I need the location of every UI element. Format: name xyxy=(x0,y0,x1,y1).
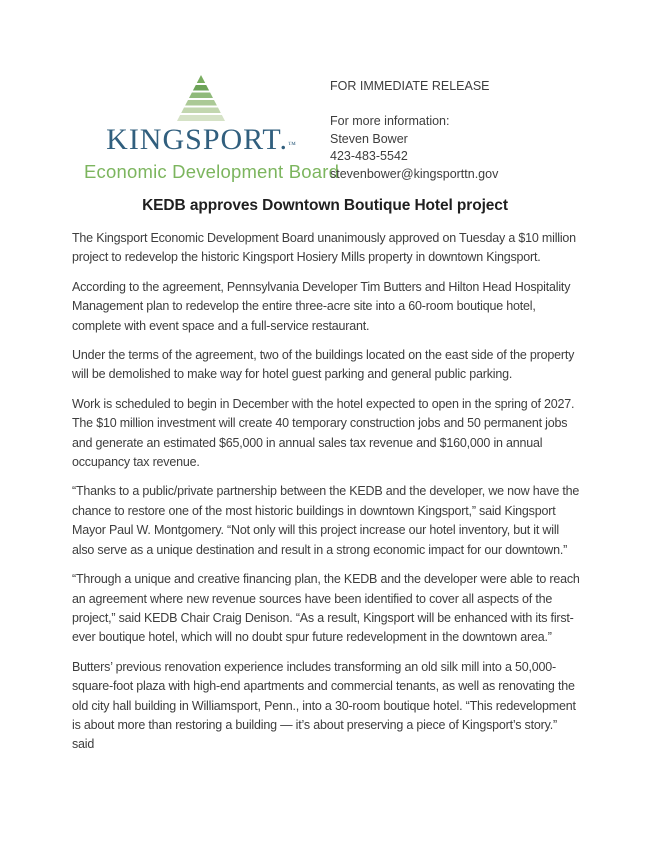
paragraph-6: “Through a unique and creative financing plan, the KEDB and the developer were able to reach an agreement where new revenue sources have been identified to cover all aspects of the project,” said KEDB Chair Craig Denison. “As a result, Kingsport will be enhanced with its first-ever boutique hotel, which will no doubt spur future redevelopment in the downtown area.” xyxy=(72,572,580,645)
paragraph-5: “Thanks to a public/private partnership between the KEDB and the developer, we now have the chance to restore one of the most historic buildings in downtown Kingsport,” said Kingsport Mayor Paul W. Montgomery. “Not only will this project increase our hotel inventory, but it will also serve as a unique destination and result in a strong economic impact for our downtown.” xyxy=(72,484,580,557)
trademark-symbol: ™ xyxy=(287,140,296,149)
pyramid-band-2 xyxy=(193,85,209,91)
paragraph-1: The Kingsport Economic Development Board unanimously approved on Tuesday a $10 million project to redevelop the historic Kingsport Hosiery Mills property in downtown Kingsport. xyxy=(72,231,576,265)
contact-heading: For more information: xyxy=(330,114,450,128)
pyramid-band-1 xyxy=(197,75,205,83)
contact-block xyxy=(330,78,498,183)
contact-email: stevenbower@kingsporttn.gov xyxy=(330,166,499,181)
pyramid-band-6 xyxy=(177,115,225,121)
press-release-headline: KEDB approves Downtown Boutique Hotel project xyxy=(142,197,508,214)
release-label: FOR IMMEDIATE RELEASE xyxy=(330,79,490,93)
logo-subtitle: Economic Development Board xyxy=(84,161,340,182)
pyramid-band-3 xyxy=(189,93,213,99)
contact-phone: 423-483-5542 xyxy=(330,149,408,163)
press-release-body xyxy=(72,229,582,765)
pyramid-band-4 xyxy=(185,100,217,106)
paragraph-3: Under the terms of the agreement, two of the buildings located on the east side of the property will be demolished to make way for hotel guest parking and general public parking. xyxy=(72,348,575,382)
kingsport-edb-logo xyxy=(84,75,340,182)
logo-wordmark: KINGSPORT.™ xyxy=(106,123,296,156)
contact-name: Steven Bower xyxy=(330,131,408,146)
paragraph-7: Butters’ previous renovation experience includes transforming an old silk mill into a 50,000-square-foot plaza with high-end apartments and commercial tenants, as well as renovating the old city hall building in Williamsport, Penn., into a 30-room boutique hotel. “This redevelopment is about more than restoring a building — it’s about preserving a piece of Kingsport’s story.” said xyxy=(72,659,576,752)
pyramid-band-5 xyxy=(181,108,221,114)
paragraph-2: According to the agreement, Pennsylvania Developer Tim Butters and Hilton Head Hospitality Management plan to redevelop the entire three-acre site into a 60-room boutique hotel, complete with event space and a full-service restaurant. xyxy=(72,279,571,333)
pyramid-logo-icon xyxy=(177,75,225,122)
paragraph-4: Work is scheduled to begin in December with the hotel expected to open in the spring of 2027. The $10 million investment will create 40 temporary construction jobs and 50 permanent jobs and generate an estimated $65,000 in annual sales tax revenue and $160,000 in annual occupancy tax revenue. xyxy=(72,396,575,470)
